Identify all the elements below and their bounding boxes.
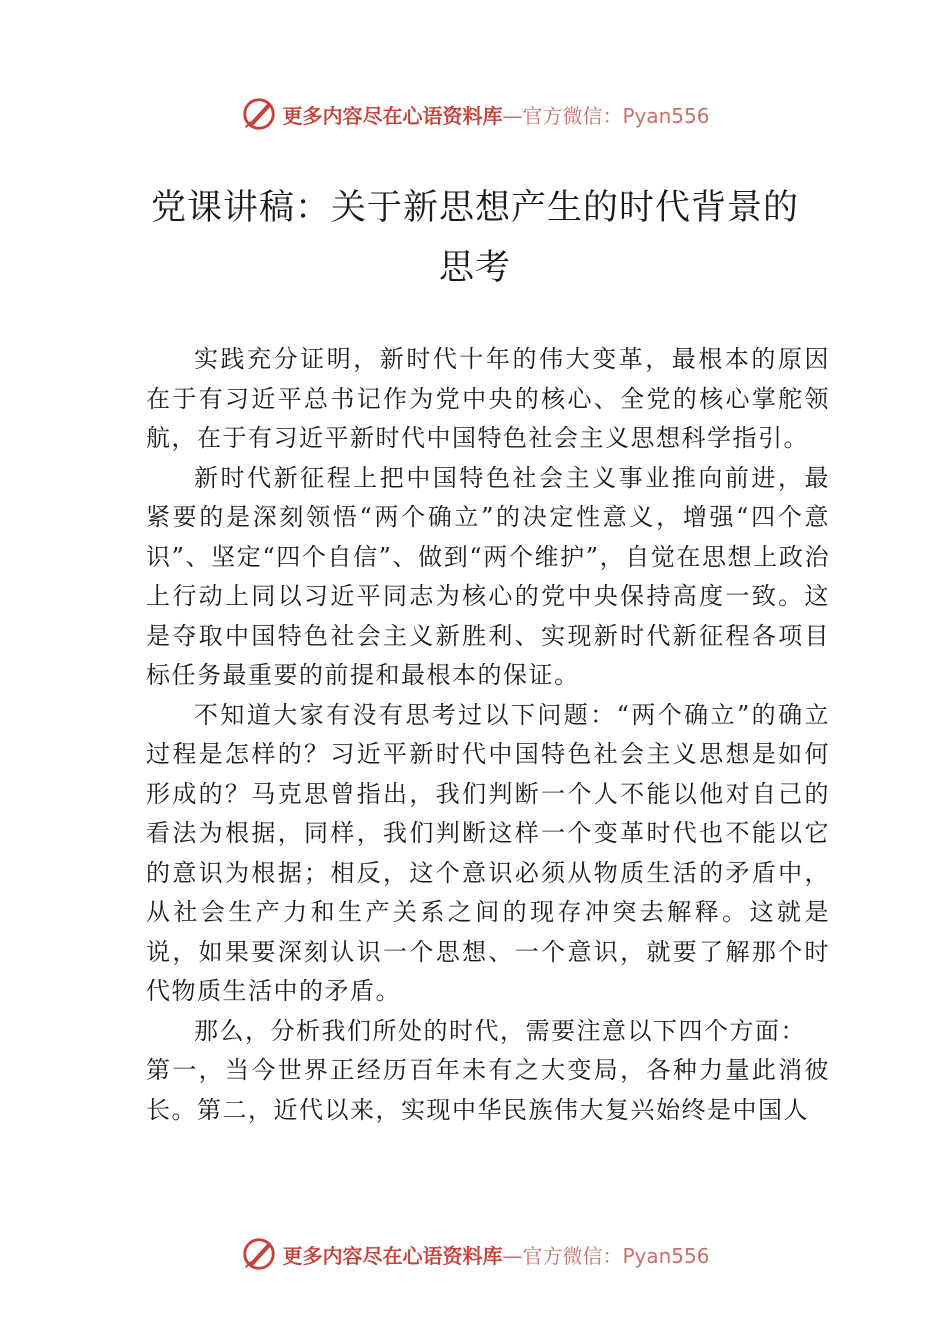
quill-logo-icon (240, 95, 278, 133)
title-line-2: 思考 (438, 248, 511, 288)
watermark-brand-text: 更多内容尽在心语资料库 (282, 1243, 503, 1268)
paragraph-3: 不知道大家有没有思考过以下问题：“两个确立”的确立过程是怎样的？习近平新时代中国特色社会主义思想是如何形成的？马克思曾指出，我们判断一个人不能以他对自己的看法为根据，同样，我们判断这样一个变革时代也不能以它的意识为根据；相反，这个意识必须从物质生活的矛盾中，从社会生产力和生产关系之间的现存冲突去解释。这就是说，如果要深刻认识一个思想、一个意识，就要了解那个时代物质生活中的矛盾。 (146, 700, 830, 1005)
paragraph-1: 实践充分证明，新时代十年的伟大变革，最根本的原因在于有习近平总书记作为党中央的核心、全党的核心掌舵领航，在于有习近平新时代中国特色社会主义思想科学指引。 (146, 345, 830, 452)
watermark-wechat-text: —官方微信：Pyan556 (502, 1243, 710, 1268)
paragraph-5: 第一，当今世界正经历百年未有之大变局，各种力量此消彼长。第二，近代以来，实现中华民族伟大复兴始终是中国人 (146, 1056, 830, 1124)
paragraph-2: 新时代新征程上把中国特色社会主义事业推向前进，最紧要的是深刻领悟“两个确立”的决定性意义，增强“四个意识”、坚定“四个自信”、做到“两个维护”，自觉在思想上政治上行动上同以习近平同志为核心的党中央保持高度一致。这是夺取中国特色社会主义新胜利、实现新时代新征程各项目标任务最重要的前提和最根本的保证。 (146, 463, 830, 689)
document-title (0, 178, 950, 298)
title-line-1: 党课讲稿：关于新思想产生的时代背景的 (150, 188, 799, 228)
watermark-wechat-text: —官方微信：Pyan556 (502, 103, 710, 128)
header-watermark (0, 92, 950, 136)
paragraph-4: 那么，分析我们所处的时代，需要注意以下四个方面： (194, 1016, 806, 1045)
document-body (146, 340, 830, 1130)
footer-watermark (0, 1232, 950, 1276)
watermark-brand-text: 更多内容尽在心语资料库 (282, 103, 503, 128)
quill-logo-icon (240, 1235, 278, 1273)
